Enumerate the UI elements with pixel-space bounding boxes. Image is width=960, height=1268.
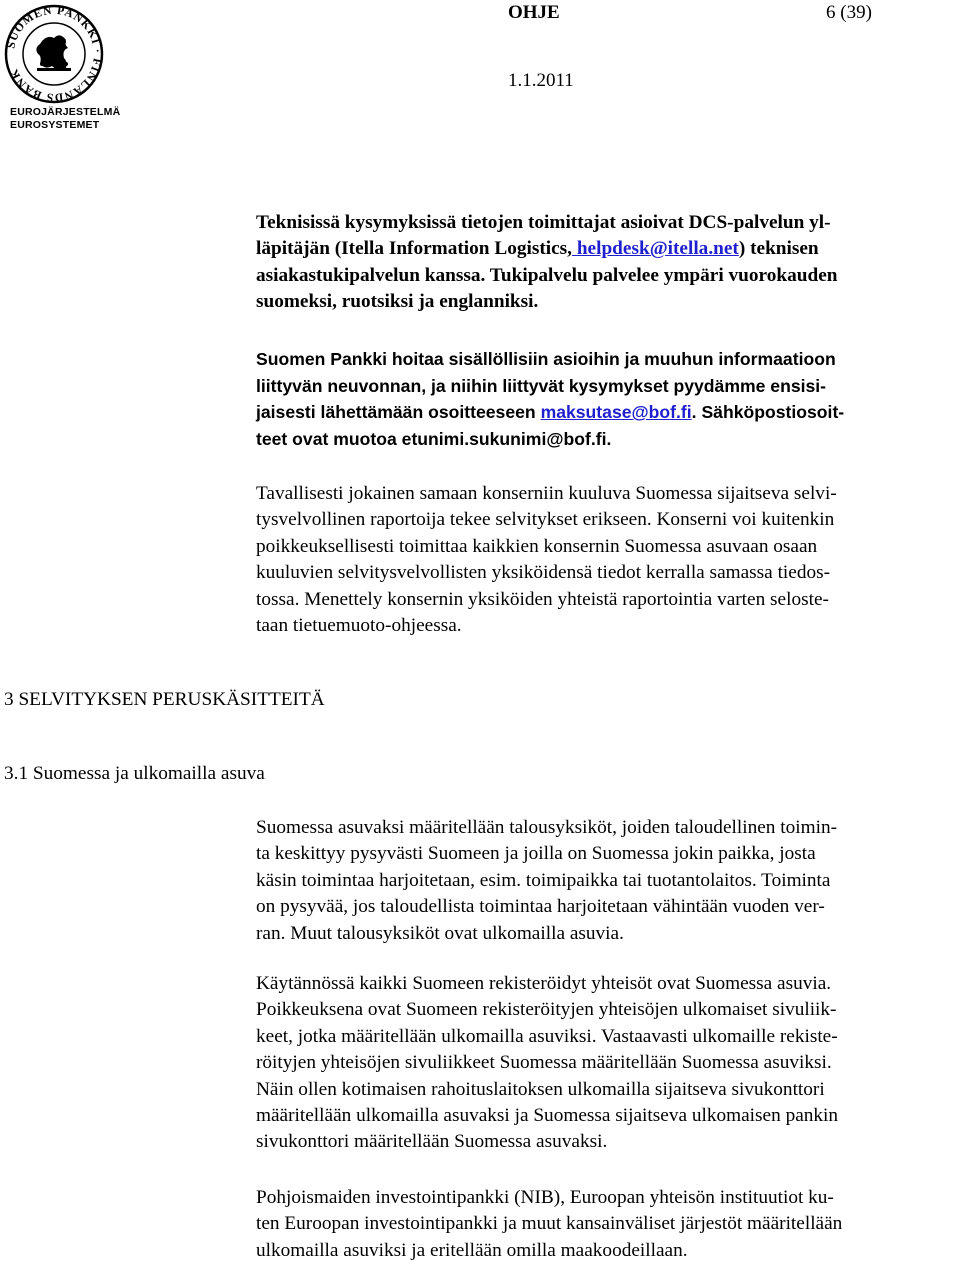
paragraph-registered-entities [256,971,958,1156]
document-type: OHJE [508,2,560,23]
text-line: Poikkeuksena ovat Suomeen rekisteröityjen yhteisöjen ulkomaiset sivuliik- [256,999,837,1021]
text-span: jaisesti lähettämään osoitteeseen [256,402,541,423]
paragraph-technical-support [256,210,958,316]
text-line: poikkeuksellisesti toimittaa kaikkien konsernin Suomessa asuvaan osaan [256,535,818,557]
text-line: Suomen Pankki hoitaa sisällöllisiin asioihin ja muuhun informaatioon [256,349,836,369]
document-date: 1.1.2011 [508,70,574,91]
paragraph-resident-definition [256,815,958,947]
text-line: ta keskittyy pysyvästi Suomeen ja joilla on Suomessa jokin paikka, josta [256,843,816,865]
text-line: kuuluvien selvitysvelvollisten yksiköidensä tiedot kerralla samassa tiedos- [256,562,831,584]
text-line: määritellään ulkomailla asuvaksi ja Suomessa sijaitseva ulkomaisen pankin [256,1105,839,1127]
text-line: Teknisissä kysymyksissä tietojen toimittajat asioivat DCS-palvelun yl- [256,212,831,233]
text-span: läpitäjän (Itella Information Logistics, [256,238,572,260]
paragraph-group-reporting [256,481,958,639]
eu-line-sv: EUROSYSTEMET [10,119,100,131]
text-line: röityjen yhteisöjen sivuliikkeet Suomessa määritellään Suomessa asuviksi. [256,1052,832,1074]
text-line: keet, jotka määritellään ulkomailla asuviksi. Vastaavasti ulkomaille rekiste- [256,1025,838,1047]
subsection-heading: 3.1 Suomessa ja ulkomailla asuva [4,763,265,784]
text-line: sivukonttori määritellään Suomessa asuvaksi. [256,1131,608,1153]
text-line: Käytännössä kaikki Suomeen rekisteröidyt yhteisöt ovat Suomessa asuvia. [256,973,832,994]
paragraph-international-organisations [256,1185,958,1264]
text-line: Tavallisesti jokainen samaan konserniin kuuluva Suomessa sijaitseva selvi- [256,483,837,504]
helpdesk-email-link[interactable]: helpdesk@itella.net [572,238,739,260]
maksutase-email-link[interactable]: maksutase@bof.fi [540,402,692,423]
text-line [256,236,958,262]
text-line: taan tietuemuoto-ohjeessa. [256,615,462,637]
eu-line-fi: EUROJÄRJESTELMÄ [10,106,121,118]
text-line: ran. Muut talousyksiköt ovat ulkomailla asuvia. [256,922,624,944]
text-span: ) teknisen [738,238,819,260]
text-line: liittyvän neuvonnan, ja niihin liittyvät kysymykset pyydämme ensisi- [256,375,827,396]
text-line [256,399,958,426]
text-line: käsin toimintaa harjoitetaan, esim. toimipaikka tai tuotantolaitos. Toiminta [256,869,831,891]
section-heading: 3 SELVITYKSEN PERUSKÄSITTEITÄ [4,689,325,710]
page-number: 6 (39) [826,2,872,23]
text-line: ulkomailla asuviksi ja eritellään omilla maakoodeillaan. [256,1239,688,1261]
text-line: tysvelvollinen raportoija tekee selvitykset erikseen. Konserni voi kuitenkin [256,509,835,531]
text-line: Näin ollen kotimaisen rahoituslaitoksen ulkomailla sijaitseva sivukonttori [256,1078,825,1100]
text-span: . Sähköpostiosoit- [691,402,845,423]
text-line: ten Euroopan investointipankki ja muut kansainväliset järjestöt määritellään [256,1213,843,1235]
text-line: tossa. Menettely konsernin yksiköiden yhteistä raportointia varten seloste- [256,588,829,610]
paragraph-content-inquiries [256,346,958,452]
text-line: teet ovat muotoa etunimi.sukunimi@bof.fi. [256,428,612,449]
seal-ring-text: SUOMEN PANKKI · FINLANDS BANK [5,4,104,104]
eurosystem-label [10,106,120,132]
text-line: Pohjoismaiden investointipankki (NIB), Euroopan yhteisön instituutiot ku- [256,1187,834,1208]
text-line: on pysyvää, jos taloudellista toimintaa harjoitetaan vähintään vuoden ver- [256,896,825,918]
text-line: Suomessa asuvaksi määritellään talousyksiköt, joiden taloudellinen toimin- [256,817,838,838]
text-line: asiakastukipalvelun kanssa. Tukipalvelu palvelee ympäri vuorokauden [256,264,838,286]
lion-seal-icon [4,2,104,106]
text-line: suomeksi, ruotsiksi ja englanniksi. [256,291,539,313]
